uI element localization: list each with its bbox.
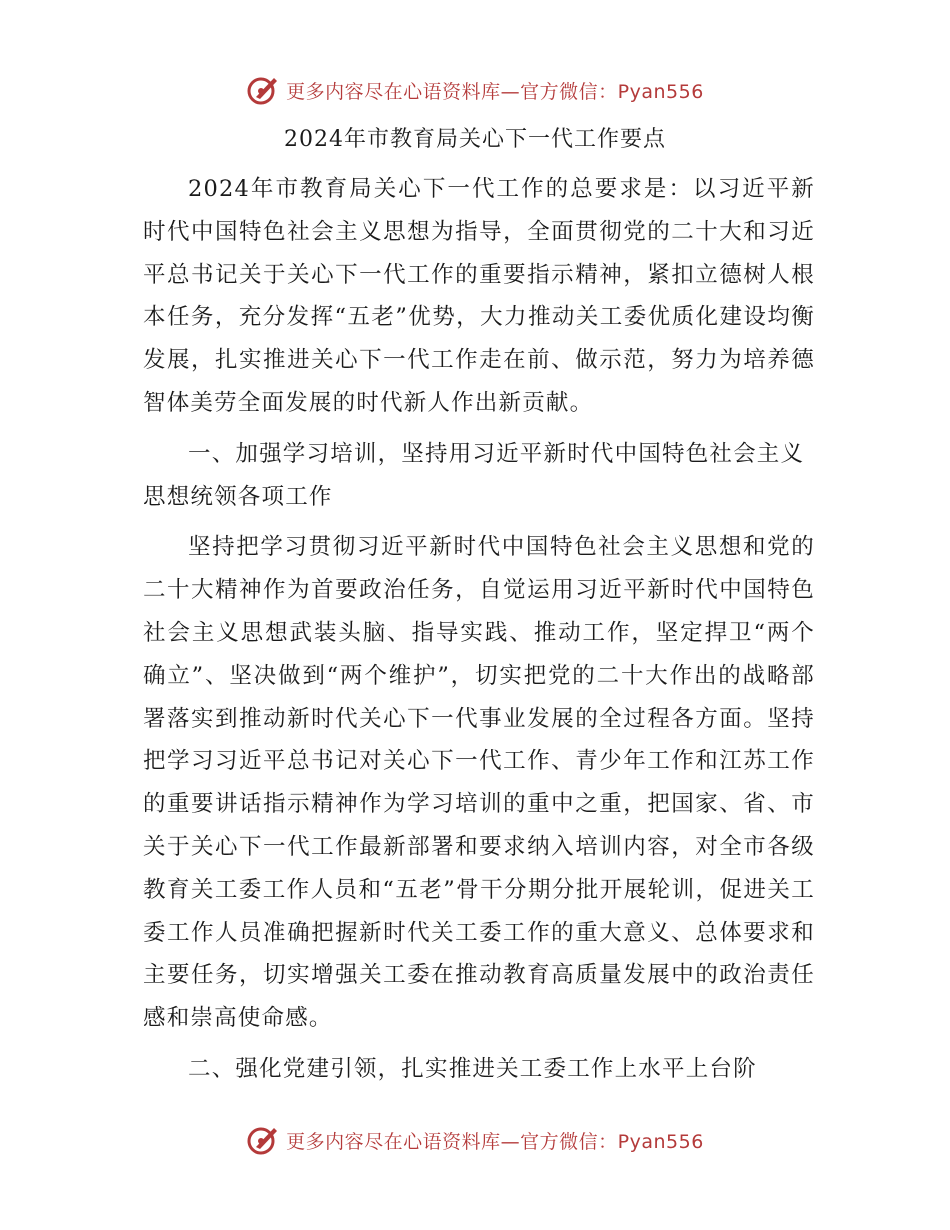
quill-logo-icon [246,73,280,107]
section-heading-1: 一、加强学习培训，坚持用习近平新时代中国特色社会主义思想统领各项工作 [143,440,805,510]
document-title: 2024年市教育局关心下一代工作要点 [284,127,666,152]
watermark-banner-top [0,70,950,110]
section-heading-2: 二、强化党建引领，扎实推进关工委工作上水平上台阶 [188,1055,757,1082]
watermark-text: 更多内容尽在心语资料库—官方微信：Pyan556 [286,1130,704,1153]
watermark-banner-bottom [0,1120,950,1160]
intro-paragraph: 2024年市教育局关心下一代工作的总要求是：以习近平新时代中国特色社会主义思想为指导，全面贯彻党的二十大和习近平总书记关于关心下一代工作的重要指示精神，紧扣立德树人根本任务，充分发挥“五老”优势，大力推动关工委优质化建设均衡发展，扎实推进关心下一代工作走在前、做示范，努力为培养德智体美劳全面发展的时代新人作出新贡献。 [143,176,815,416]
section-paragraph-1: 坚持把学习贯彻习近平新时代中国特色社会主义思想和党的二十大精神作为首要政治任务，自觉运用习近平新时代中国特色社会主义思想武装头脑、指导实践、推动工作，坚定捍卫“两个确立”、坚决做到“两个维护”，切实把党的二十大作出的战略部署落实到推动新时代关心下一代事业发展的全过程各方面。坚持把学习习近平总书记对关心下一代工作、青少年工作和江苏工作的重要讲话指示精神作为学习培训的重中之重，把国家、省、市关于关心下一代工作最新部署和要求纳入培训内容，对全市各级教育关工委工作人员和“五老”骨干分期分批开展轮训，促进关工委工作人员准确把握新时代关工委工作的重大意义、总体要求和主要任务，切实增强关工委在推动教育高质量发展中的政治责任感和崇高使命感。 [143,534,815,1032]
quill-logo-icon [246,1123,280,1157]
document-body [143,168,815,1099]
watermark-text: 更多内容尽在心语资料库—官方微信：Pyan556 [286,80,704,103]
